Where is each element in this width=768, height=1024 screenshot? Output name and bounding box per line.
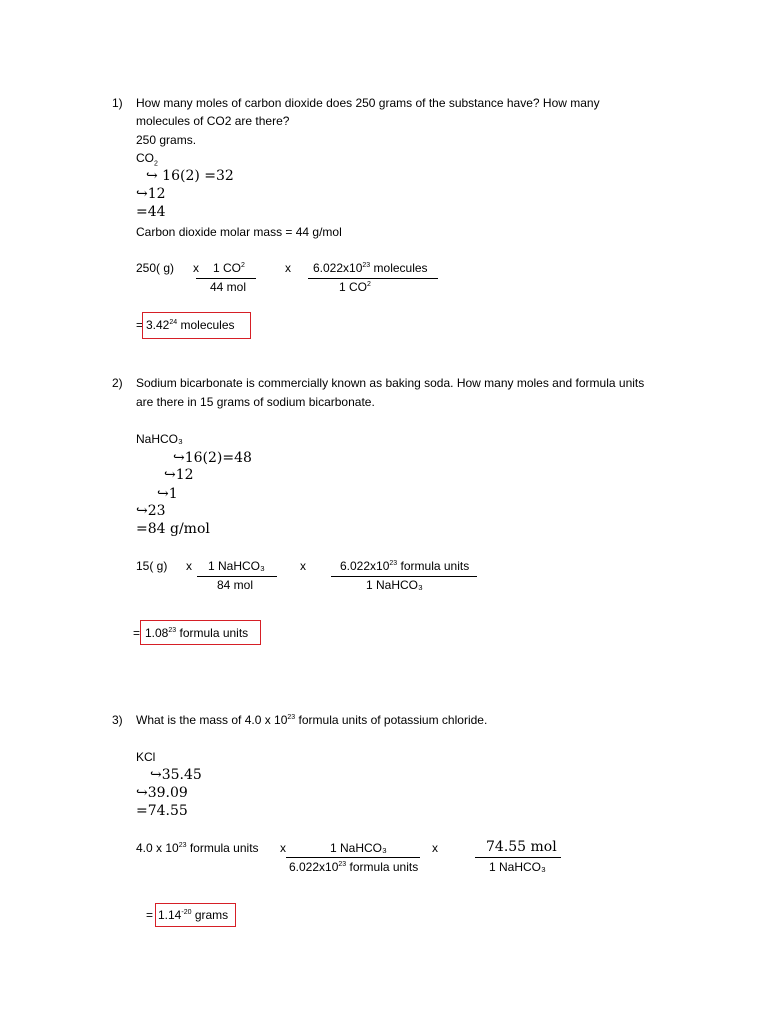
question-text	[136, 713, 487, 727]
superscript: 2	[367, 281, 371, 288]
fraction-2-bar	[331, 576, 477, 577]
equals-sign: =	[146, 908, 154, 922]
calc-step-3: =44	[136, 204, 166, 220]
formula-subscript: 2	[154, 160, 158, 168]
numerator-text: 1 CO	[213, 261, 242, 275]
answer-value: 1.14	[158, 908, 182, 922]
calc-step-3: =74.55	[136, 803, 188, 819]
fraction-2-denominator	[339, 280, 371, 294]
calc-step-2: ↪12	[136, 186, 166, 202]
question-number: 3)	[112, 713, 123, 727]
times-sign: x	[280, 841, 286, 855]
formula-base: CO	[136, 151, 154, 165]
start-quantity: 15( g)	[136, 559, 168, 573]
superscript: 23	[389, 560, 398, 567]
calc-step-1: ↪16(2)=48	[173, 450, 252, 466]
calc-step-1: ↪ 16(2) =32	[146, 168, 234, 184]
times-sign: x	[285, 261, 291, 275]
answer-exponent: -20	[181, 909, 192, 916]
calc-step-4: ↪23	[136, 503, 166, 519]
formula: KCl	[136, 750, 156, 764]
calc-step-1: ↪35.45	[150, 767, 202, 783]
question-number: 1)	[112, 96, 123, 110]
formula	[136, 151, 158, 168]
fraction-1-denominator: 44 mol	[210, 280, 247, 294]
superscript: 23	[287, 714, 296, 721]
answer-unit: molecules	[177, 318, 235, 332]
answer	[158, 908, 228, 922]
times-sign: x	[300, 559, 306, 573]
given-value: 250 grams.	[136, 133, 197, 147]
fraction-2-bar	[308, 278, 438, 279]
times-sign: x	[432, 841, 438, 855]
fraction-1-bar	[286, 857, 420, 858]
superscript: 23	[362, 262, 371, 269]
fraction-1-numerator: 1 NaHCO₃	[330, 841, 387, 855]
fraction-2-numerator	[340, 559, 469, 573]
answer-unit: formula units	[176, 626, 249, 640]
answer-value: 3.42	[146, 318, 170, 332]
fraction-1-denominator	[289, 860, 418, 874]
fraction-2-numerator: 74.55 mol	[486, 839, 557, 855]
equals-sign: =	[136, 318, 144, 332]
question-number: 2)	[112, 376, 123, 390]
answer-value: 1.08	[145, 626, 169, 640]
question-text-line-1: How many moles of carbon dioxide does 250 grams of the substance have? How many	[136, 96, 600, 110]
molar-mass-line: Carbon dioxide molar mass = 44 g/mol	[136, 225, 342, 239]
answer-exponent: 24	[169, 319, 178, 326]
calc-step-2: ↪39.09	[136, 785, 188, 801]
start-unit: formula units	[186, 841, 259, 855]
fraction-1-bar	[197, 576, 277, 577]
times-sign: x	[186, 559, 192, 573]
answer	[146, 318, 235, 332]
numerator-text: 6.022x10	[313, 261, 363, 275]
question-text-line-2: molecules of CO2 are there?	[136, 114, 290, 128]
denominator-unit: formula units	[346, 860, 419, 874]
fraction-2-denominator: 1 NaHCO₃	[366, 578, 423, 592]
times-sign: x	[193, 261, 199, 275]
superscript: 23	[178, 842, 187, 849]
answer-unit: grams	[191, 908, 229, 922]
fraction-2-bar	[475, 857, 561, 858]
question-text-line-2: are there in 15 grams of sodium bicarbonate.	[136, 395, 375, 409]
calc-step-3: ↪1	[157, 486, 178, 502]
superscript: 23	[338, 861, 347, 868]
fraction-1-bar	[196, 278, 256, 279]
fraction-2-numerator	[313, 261, 428, 275]
numerator-unit: formula units	[397, 559, 470, 573]
formula: NaHCO₃	[136, 432, 183, 446]
fraction-1-numerator	[213, 261, 245, 275]
start-value: 4.0 x 10	[136, 841, 179, 855]
calc-step-2: ↪12	[164, 467, 194, 483]
numerator-text: 6.022x10	[340, 559, 390, 573]
start-quantity: 250( g)	[136, 261, 175, 275]
question-text-end: formula units of potassium chloride.	[295, 713, 488, 727]
denominator-text: 6.022x10	[289, 860, 339, 874]
start-quantity	[136, 841, 259, 855]
fraction-2-denominator: 1 NaHCO₃	[489, 860, 546, 874]
question-text-line-1: Sodium bicarbonate is commercially known as baking soda. How many moles and formula units	[136, 376, 645, 390]
fraction-1-numerator: 1 NaHCO₃	[208, 559, 265, 573]
answer-exponent: 23	[168, 627, 177, 634]
superscript: 2	[241, 262, 245, 269]
question-text-start: What is the mass of 4.0 x 10	[136, 713, 288, 727]
denominator-text: 1 CO	[339, 280, 368, 294]
calc-step-5: =84 g/mol	[136, 521, 210, 537]
equals-sign: =	[133, 626, 141, 640]
numerator-unit: molecules	[370, 261, 428, 275]
fraction-1-denominator: 84 mol	[217, 578, 254, 592]
answer	[145, 626, 248, 640]
